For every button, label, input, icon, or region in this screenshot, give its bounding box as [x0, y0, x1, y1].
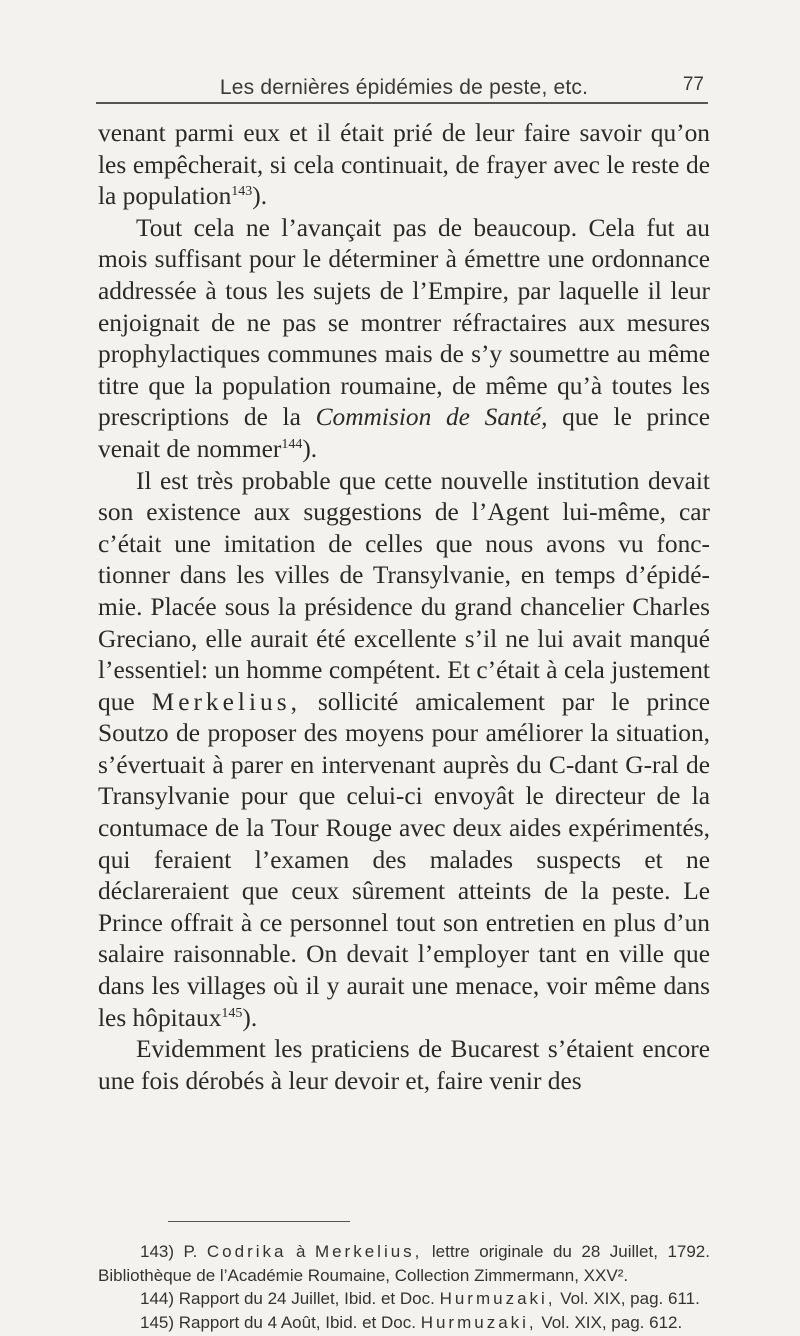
spaced-name: Merkelius,: [314, 1242, 423, 1261]
text-run: que le prince venait de nommer: [98, 403, 710, 463]
text-run: sollicité amicalement par le prince Soutzo de proposer des moyens pour améliorer la situation, s’évertuait à parer en intervenant auprès du C-dant G-ral de Transylvanie pour que celui-ci envoyât le directeur de la contumace de la Tour Rouge avec deux aides expérimentés, qui feraient l’examen des malades suspects et ne déclareraient que ceux sûrement atteints de la peste. Le Prince offrait à ce personnel tout son entretien en plus d’un salaire raisonnable. On devait l’employer tant en ville que dans les villages où il y aurait une menace, voir même dans les hôpitaux: [98, 687, 710, 1032]
spaced-name: Hurmuzaki,: [439, 1289, 556, 1309]
text-run: 143) P.: [140, 1242, 207, 1261]
text-run: venant parmi eux et il était prié de leur faire savoir qu’on les empêcherait, si cela continuait, de frayer avec le reste de la population: [98, 119, 710, 211]
header-rule: [96, 102, 708, 104]
text-run: ).: [302, 434, 318, 463]
text-run: ).: [252, 182, 268, 211]
footnotes: [98, 1240, 710, 1334]
page-number: 77: [682, 74, 704, 95]
paragraph-4: [98, 1034, 710, 1097]
running-header: Les dernières épidémies de peste, etc.: [219, 76, 589, 99]
text-run: lettre originale du 28 Juillet, 1792. Bibliothèque de l’Académie Roumaine, Collection Zimmermann, XXV².: [98, 1242, 710, 1285]
text-run: Vol. XIX, pag. 611.: [555, 1289, 700, 1309]
text-run: 144) Rapport du 24 Juillet, Ibid. et Doc.: [140, 1289, 440, 1309]
italic-term: Commision de Santé,: [315, 403, 548, 432]
footnote-ref-145: 145: [221, 1005, 243, 1021]
text-run: Il est très probable que cette nouvelle institution devait son existence aux suggestions de l’Agent lui-même, car c’était une imitation de celles que nous avons vu fonctionner dans les villes de Transylvanie, en temps d’épidémie. Placée sous la présidence du grand chancelier Charles Greciano, elle aurait été excellente s’il ne lui avait manqué l’essentiel: un homme compétent. Et c’était à cela justement que: [98, 466, 710, 716]
text-run: Tout cela ne l’avançait pas de beaucoup. Cela fut au mois suffisant pour le déterminer à émettre une ordonnance addressée à tous les sujets de l’Empire, par laquelle il leur enjoignait de ne pas se montrer réfractaires aux mesures prophylactiques communes mais de s’y soumettre au même titre que la population roumaine, de même qu’à toutes les prescriptions de la: [98, 213, 710, 432]
footnote-145: [98, 1311, 710, 1335]
text-run: à: [286, 1242, 315, 1261]
text-run: Vol. XIX, pag. 612.: [536, 1312, 683, 1332]
spaced-name: Codrika: [206, 1242, 287, 1261]
spaced-name: Merkelius,: [151, 687, 301, 716]
paragraph-3: [98, 466, 710, 1035]
footnote-rule: [168, 1221, 350, 1222]
text-run: ).: [242, 1003, 258, 1032]
footnote-ref-143: 143: [231, 184, 253, 200]
main-text: [98, 118, 710, 1097]
text-run: Evidemment les praticiens de Bucarest s’étaient encore une fois dérobés à leur devoir et, faire venir des: [98, 1035, 710, 1095]
spaced-name: Hurmuzaki,: [420, 1312, 537, 1332]
footnote-143: [98, 1240, 710, 1287]
paragraph-2: [98, 213, 710, 466]
paragraph-1: [98, 118, 710, 213]
text-run: 145) Rapport du 4 Août, Ibid. et Doc.: [140, 1312, 421, 1332]
footnote-ref-144: 144: [281, 436, 303, 452]
footnote-144: [98, 1287, 710, 1311]
